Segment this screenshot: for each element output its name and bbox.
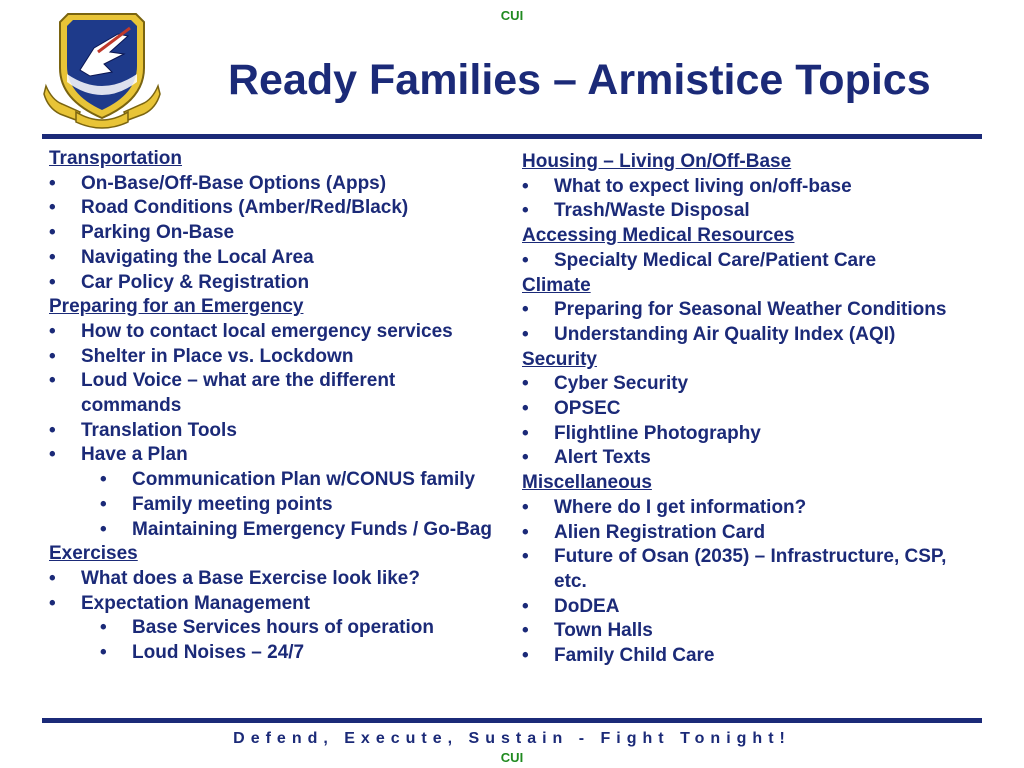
page-title: Ready Families – Armistice Topics bbox=[228, 56, 931, 104]
list-item: • Road Conditions (Amber/Red/Black) bbox=[49, 197, 409, 219]
list-item: • Trash/Waste Disposal bbox=[522, 200, 750, 222]
classification-banner-top: CUI bbox=[500, 8, 524, 23]
list-item: • Parking On-Base bbox=[49, 222, 235, 244]
list-item: • Understanding Air Quality Index (AQI) bbox=[522, 323, 896, 345]
list-item: • Preparing for Seasonal Weather Conditions bbox=[522, 299, 947, 321]
section-heading-climate: Climate bbox=[522, 274, 591, 296]
list-item: • Cyber Security bbox=[522, 373, 689, 395]
sub-list-item: • Communication Plan w/CONUS family bbox=[100, 469, 476, 491]
classification-banner-bottom: CUI bbox=[500, 750, 524, 765]
list-item: • DoDEA bbox=[522, 595, 620, 617]
list-item: • Car Policy & Registration bbox=[49, 271, 310, 293]
sub-list-item: • Maintaining Emergency Funds / Go-Bag bbox=[100, 518, 492, 540]
list-item: • What to expect living on/off-base bbox=[522, 175, 852, 197]
list-item: • Have a Plan bbox=[49, 444, 188, 466]
left-column bbox=[49, 147, 494, 666]
list-item: • Alert Texts bbox=[522, 447, 651, 469]
list-item: • Family Child Care bbox=[522, 645, 715, 667]
section-heading-exercises: Exercises bbox=[49, 543, 138, 565]
footer-divider bbox=[42, 718, 982, 723]
list-item: • Loud Voice – what are the different commands bbox=[49, 370, 396, 417]
wing-shield-emblem-icon bbox=[40, 8, 164, 130]
list-item: • Specialty Medical Care/Patient Care bbox=[522, 249, 877, 271]
section-heading-miscellaneous: Miscellaneous bbox=[522, 472, 652, 494]
right-column bbox=[522, 150, 984, 669]
section-heading-security: Security bbox=[522, 348, 597, 370]
list-item: • What does a Base Exercise look like? bbox=[49, 567, 420, 589]
list-item: • Where do I get information? bbox=[522, 496, 807, 518]
list-item: • How to contact local emergency services bbox=[49, 320, 453, 342]
list-item: • Expectation Management bbox=[49, 592, 311, 614]
sub-list-item: • Family meeting points bbox=[100, 493, 333, 515]
list-item: • Navigating the Local Area bbox=[49, 246, 314, 268]
section-heading-emergency: Preparing for an Emergency bbox=[49, 296, 304, 318]
section-heading-housing: Housing – Living On/Off-Base bbox=[522, 151, 792, 172]
footer-motto: Defend, Execute, Sustain - Fight Tonight! bbox=[233, 730, 791, 747]
list-item: • OPSEC bbox=[522, 398, 621, 420]
list-item: • Flightline Photography bbox=[522, 422, 761, 444]
section-heading-transportation: Transportation bbox=[49, 148, 183, 169]
list-item: • Alien Registration Card bbox=[522, 521, 766, 543]
list-item: • Shelter in Place vs. Lockdown bbox=[49, 345, 354, 367]
sub-list-item: • Base Services hours of operation bbox=[100, 617, 434, 639]
section-heading-medical: Accessing Medical Resources bbox=[522, 225, 795, 247]
list-item: • Translation Tools bbox=[49, 419, 237, 441]
list-item: • Future of Osan (2035) – Infrastructure, CSP, etc. bbox=[522, 546, 947, 592]
list-item: • Town Halls bbox=[522, 620, 653, 642]
list-item: • On-Base/Off-Base Options (Apps) bbox=[49, 172, 387, 194]
sub-list-item: • Loud Noises – 24/7 bbox=[100, 642, 305, 664]
header-divider bbox=[42, 134, 982, 139]
